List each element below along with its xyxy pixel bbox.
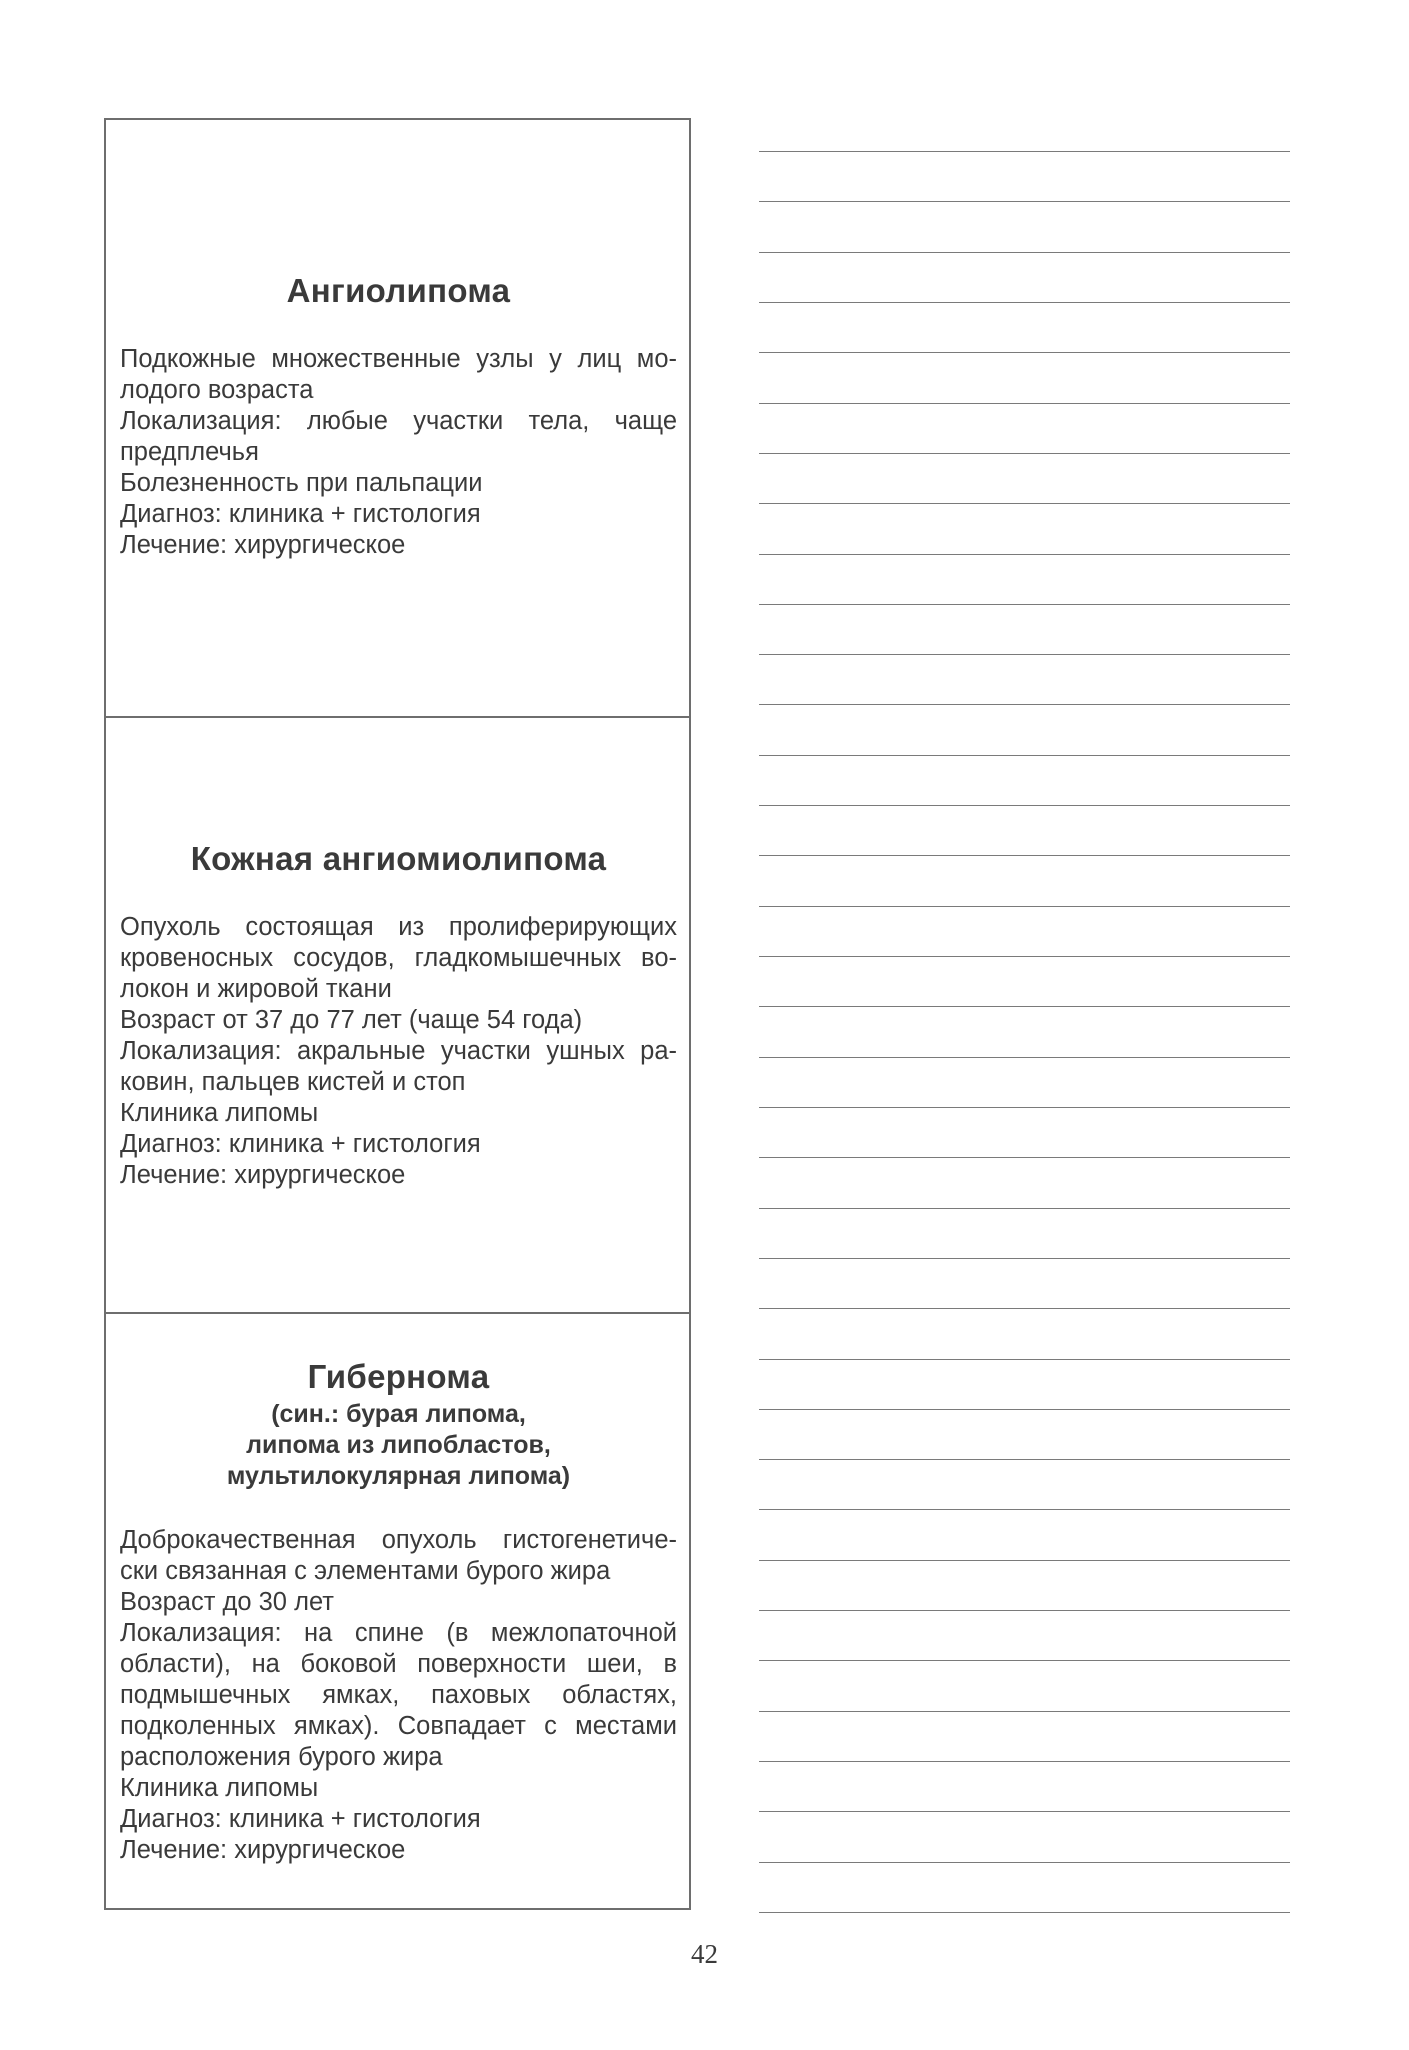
ruled-line [759, 1107, 1290, 1108]
body-line: Доброкачественная опухоль гистогенетиче- [120, 1526, 677, 1554]
ruled-line [759, 403, 1290, 404]
body-line: предплечья [120, 438, 259, 466]
ruled-line [759, 1610, 1290, 1611]
ruled-line [759, 1258, 1290, 1259]
ruled-line [759, 1660, 1290, 1661]
body-line: Диагноз: клиника + гистология [120, 500, 481, 528]
body-line: Болезненность при пальпации [120, 469, 483, 497]
section-body [120, 1525, 677, 1866]
ruled-line [759, 704, 1290, 705]
body-line: ковин, пальцев кистей и стоп [120, 1068, 466, 1096]
subtitle-line: липома из липобластов, [246, 1431, 551, 1459]
ruled-line [759, 1057, 1290, 1058]
body-line: Клиника липомы [120, 1774, 319, 1802]
ruled-line [759, 201, 1290, 202]
ruled-line [759, 1409, 1290, 1410]
ruled-line [759, 1912, 1290, 1913]
ruled-line [759, 1459, 1290, 1460]
body-line: Подкожные множественные узлы у лиц мо- [120, 345, 677, 373]
ruled-line [759, 1208, 1290, 1209]
body-line: Локализация: на спине (в межлопаточной [120, 1619, 677, 1647]
section-title: Ангиолипома [286, 272, 511, 309]
subtitle-line: (син.: бурая липома, [271, 1400, 526, 1428]
ruled-line [759, 453, 1290, 454]
body-line: области), на боковой поверхности шеи, в [120, 1650, 677, 1678]
ruled-line [759, 755, 1290, 756]
body-line: Лечение: хирургическое [120, 1836, 406, 1864]
ruled-line [759, 855, 1290, 856]
ruled-line [759, 1509, 1290, 1510]
ruled-line [759, 956, 1290, 957]
content-table [104, 118, 691, 1910]
ruled-line [759, 1359, 1290, 1360]
body-line: Диагноз: клиника + гистология [120, 1130, 481, 1158]
ruled-line [759, 654, 1290, 655]
body-line: Локализация: любые участки тела, чаще [120, 407, 677, 435]
section-subtitle [120, 1399, 677, 1492]
ruled-line [759, 503, 1290, 504]
page-number: 42 [691, 1939, 718, 1969]
ruled-line [759, 604, 1290, 605]
ruled-line [759, 805, 1290, 806]
ruled-line [759, 1560, 1290, 1561]
ruled-line [759, 1308, 1290, 1309]
ruled-line [759, 352, 1290, 353]
section-body [120, 912, 677, 1191]
ruled-line [759, 1711, 1290, 1712]
body-line: кровеносных сосудов, гладкомышечных во- [120, 944, 677, 972]
body-line: Клиника липомы [120, 1099, 319, 1127]
section-title: Гибернома [307, 1358, 490, 1395]
ruled-line [759, 252, 1290, 253]
body-line: локон и жировой ткани [120, 975, 392, 1003]
section-hibernoma [106, 1312, 689, 1908]
section-title: Кожная ангиомиолипома [190, 840, 607, 877]
ruled-line [759, 1862, 1290, 1863]
ruled-line [759, 554, 1290, 555]
ruled-line [759, 1157, 1290, 1158]
ruled-line [759, 906, 1290, 907]
ruled-line [759, 1006, 1290, 1007]
body-line: Лечение: хирургическое [120, 1161, 406, 1189]
subtitle-line: мультилокулярная липома) [226, 1462, 571, 1490]
body-line: расположения бурого жира [120, 1743, 443, 1771]
body-line: Возраст от 37 до 77 лет (чаще 54 года) [120, 1006, 583, 1034]
section-angiolipoma [106, 120, 689, 716]
section-body [120, 344, 677, 561]
body-line: подмышечных ямках, паховых областях, [120, 1681, 677, 1709]
section-angiomyolipoma [106, 716, 689, 1312]
notes-ruled-lines [759, 0, 1290, 2050]
body-line: ски связанная с элементами бурого жира [120, 1557, 611, 1585]
ruled-line [759, 1761, 1290, 1762]
body-line: Опухоль состоящая из пролиферирующих [120, 913, 677, 941]
body-line: подколенных ямках). Совпадает с местами [120, 1712, 677, 1740]
ruled-line [759, 151, 1290, 152]
ruled-line [759, 302, 1290, 303]
body-line: Возраст до 30 лет [120, 1588, 334, 1616]
body-line: Диагноз: клиника + гистология [120, 1805, 481, 1833]
ruled-line [759, 1811, 1290, 1812]
body-line: лодого возраста [120, 376, 314, 404]
body-line: Локализация: акральные участки ушных ра- [120, 1037, 677, 1065]
body-line: Лечение: хирургическое [120, 531, 406, 559]
